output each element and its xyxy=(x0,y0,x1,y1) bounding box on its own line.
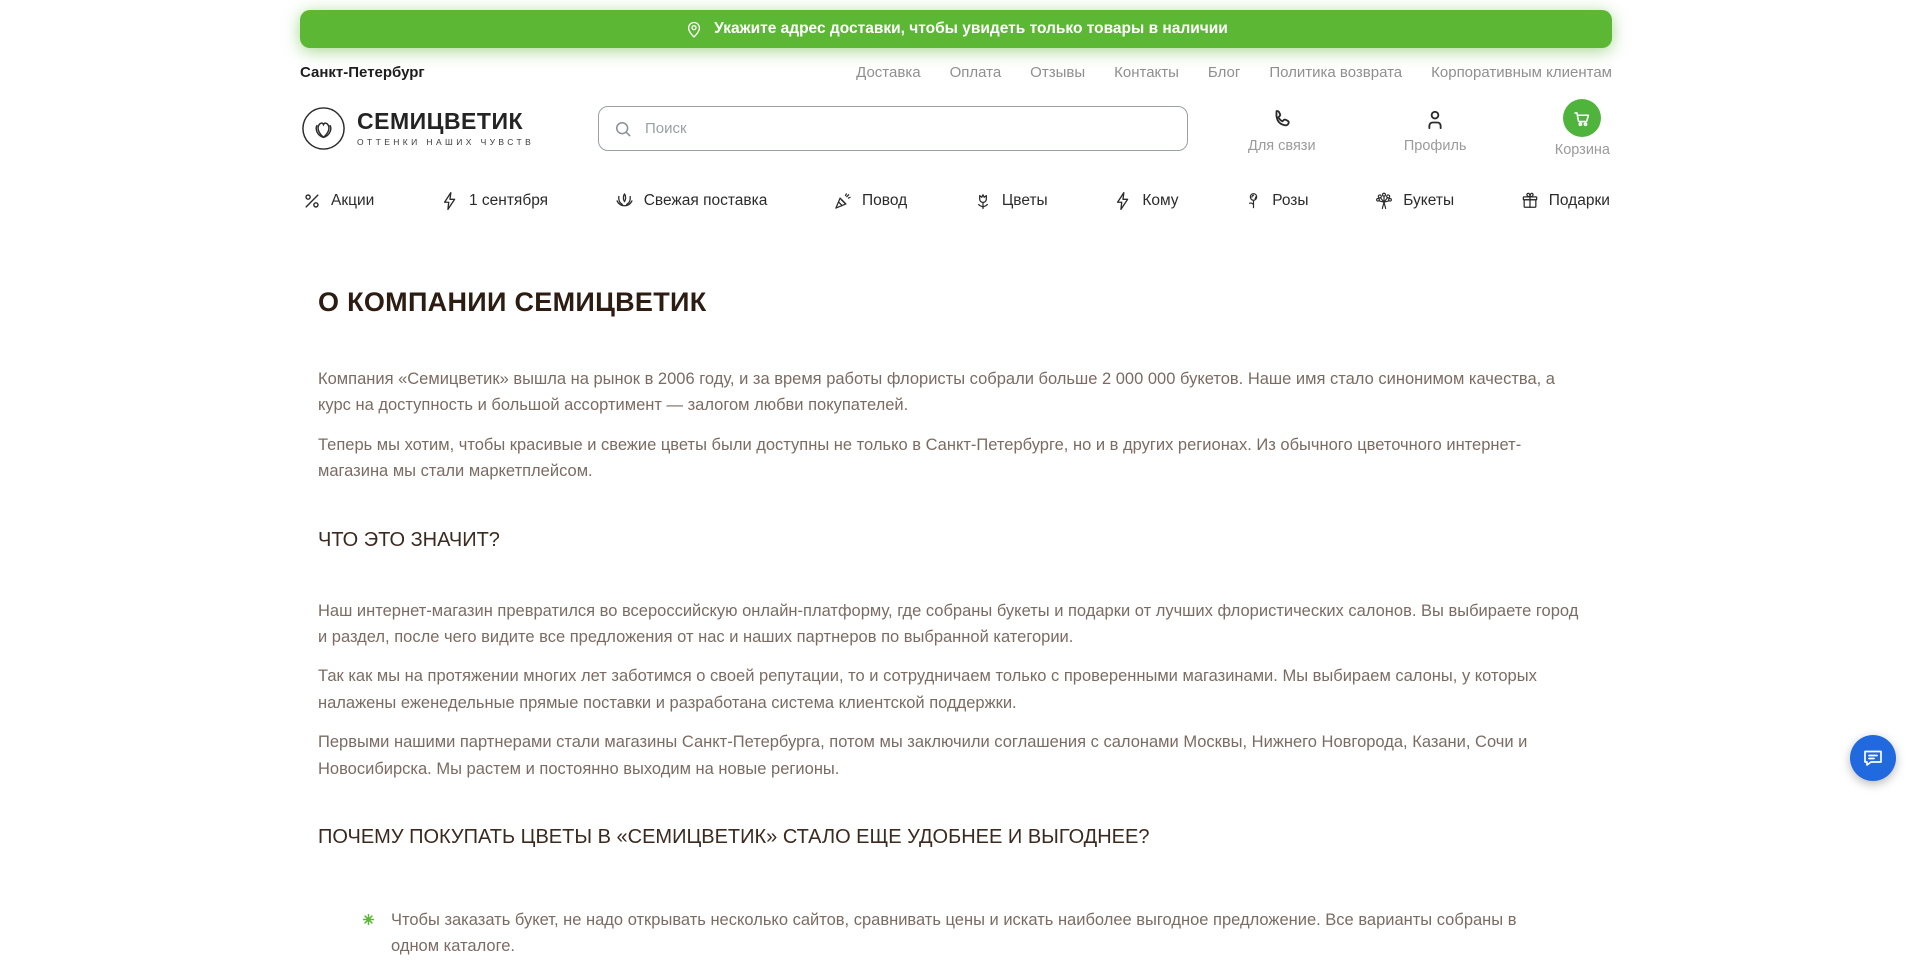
header-actions xyxy=(1248,99,1612,158)
profile-icon xyxy=(1422,99,1448,133)
party-popper-icon xyxy=(833,191,853,211)
section-heading-what-it-means: ЧТО ЭТО ЗНАЧИТ? xyxy=(318,528,500,551)
catnav-item-occasion[interactable] xyxy=(833,191,907,211)
top-link-corporate[interactable]: Корпоративным клиентам xyxy=(1431,64,1612,81)
body-paragraph: Первыми нашими партнерами стали магазины Санкт-Петербурга, потом мы заключили соглашения с салонами Москвы, Нижнего Новгорода, Казани, Сочи и Новосибирска. Мы растем и постоянно выходим на новые регионы. xyxy=(318,733,1528,778)
city-selector[interactable]: Санкт-Петербург xyxy=(300,64,425,81)
tulip-icon xyxy=(973,191,993,211)
catnav-item-bouquets[interactable] xyxy=(1374,191,1454,211)
top-link-reviews[interactable]: Отзывы xyxy=(1030,64,1086,81)
bullet-item xyxy=(318,907,1586,960)
top-links xyxy=(856,64,1612,81)
logo[interactable] xyxy=(300,105,550,152)
location-pin-icon xyxy=(684,19,704,39)
lotus-icon xyxy=(614,190,635,211)
intro-paragraph: Компания «Семицветик» вышла на рынок в 2006 году, и за время работы флористы собрали больше 2 000 000 букетов. Наше имя стало синонимом качества, а курс на доступность и большой ассортимент — залогом любви покупателей. xyxy=(318,370,1555,415)
profile-action[interactable] xyxy=(1404,99,1467,158)
catnav-item-gifts[interactable] xyxy=(1520,191,1610,211)
catnav-item-september1[interactable] xyxy=(440,191,548,211)
cart-action[interactable] xyxy=(1555,99,1610,158)
page-title: О КОМПАНИИ СЕМИЦВЕТИК xyxy=(318,287,707,317)
top-link-blog[interactable]: Блог xyxy=(1207,64,1241,81)
catnav-item-flowers[interactable] xyxy=(973,191,1048,211)
logo-title: СЕМИЦВЕТИК xyxy=(357,108,524,134)
catnav-label: Повод xyxy=(862,191,908,209)
catnav-label: Цветы xyxy=(1001,191,1048,209)
cart-label: Корзина xyxy=(1554,142,1610,158)
gift-icon xyxy=(1520,191,1540,211)
contact-action[interactable] xyxy=(1248,99,1316,158)
top-link-return-policy[interactable]: Политика возврата xyxy=(1269,64,1403,81)
lightning-icon xyxy=(440,191,460,211)
bouquet-icon xyxy=(1374,191,1394,211)
category-nav xyxy=(300,170,1612,229)
logo-tagline: ОТТЕНКИ НАШИХ ЧУВСТВ xyxy=(357,137,535,147)
lightning-icon xyxy=(1113,191,1133,211)
top-link-contacts[interactable]: Контакты xyxy=(1114,64,1179,81)
profile-label: Профиль xyxy=(1403,138,1467,154)
body-paragraph: Так как мы на протяжении многих лет заботимся о своей репутации, то и сотрудничаем только с проверенными магазинами. Мы выбираем салоны, у которых налажены еженедельные прямые поставки и разработана система клиентской поддержки. xyxy=(318,667,1537,712)
percent-icon xyxy=(302,191,322,211)
chat-icon xyxy=(1861,746,1885,770)
phone-icon xyxy=(1269,99,1295,133)
contact-label: Для связи xyxy=(1248,138,1316,154)
intro-paragraph: Теперь мы хотим, чтобы красивые и свежие цветы были доступны не только в Санкт-Петербурге, но и в других регионах. Из обычного цветочного интернет-магазина мы стали маркетплейсом. xyxy=(318,435,1522,481)
search-input[interactable] xyxy=(643,119,1173,138)
banner-text: Укажите адрес доставки, чтобы увидеть только товары в наличии xyxy=(714,20,1228,37)
bullet-text: Чтобы заказать букет, не надо открывать несколько сайтов, сравнивать цены и искать наиболее выгодное предложение. Все варианты собраны в одном каталоге. xyxy=(391,910,1517,956)
catnav-label: Букеты xyxy=(1403,191,1455,209)
catnav-label: Акции xyxy=(331,191,375,209)
catnav-item-fresh-delivery[interactable] xyxy=(614,190,768,211)
body-paragraph: Наш интернет-магазин превратился во всероссийскую онлайн-платформу, где собраны букеты и подарки от лучших флористических салонов. Вы выбираете город и раздел, после чего видите все предложения от нас и наших партнеров по выбранной категории. xyxy=(318,601,1579,646)
top-link-payment[interactable]: Оплата xyxy=(949,64,1002,81)
catnav-label: 1 сентября xyxy=(468,191,549,209)
bullet-marker-icon xyxy=(362,913,375,926)
topbar xyxy=(300,48,1612,91)
logo-text xyxy=(357,110,534,147)
logo-flower-icon xyxy=(300,105,347,152)
catnav-item-recipient[interactable] xyxy=(1113,191,1178,211)
catnav-item-roses[interactable] xyxy=(1244,191,1308,210)
section-heading-why-buy: ПОЧЕМУ ПОКУПАТЬ ЦВЕТЫ В «СЕМИЦВЕТИК» СТАЛО ЕЩЕ УДОБНЕЕ И ВЫГОДНЕЕ? xyxy=(318,825,1150,848)
catnav-label: Кому xyxy=(1142,191,1179,209)
catnav-label: Розы xyxy=(1272,191,1309,209)
delivery-address-banner[interactable] xyxy=(300,10,1612,48)
about-page-content xyxy=(300,229,1612,960)
top-link-delivery[interactable]: Доставка xyxy=(856,64,921,81)
masthead xyxy=(300,91,1612,170)
chat-button[interactable] xyxy=(1850,735,1896,781)
search-icon xyxy=(613,119,633,139)
catnav-label: Свежая поставка xyxy=(643,191,768,209)
rose-icon xyxy=(1244,191,1263,210)
search-box[interactable] xyxy=(598,106,1188,151)
cart-icon xyxy=(1571,107,1593,129)
catnav-item-promos[interactable] xyxy=(302,191,374,211)
catnav-label: Подарки xyxy=(1548,191,1610,209)
cart-badge xyxy=(1563,99,1601,137)
